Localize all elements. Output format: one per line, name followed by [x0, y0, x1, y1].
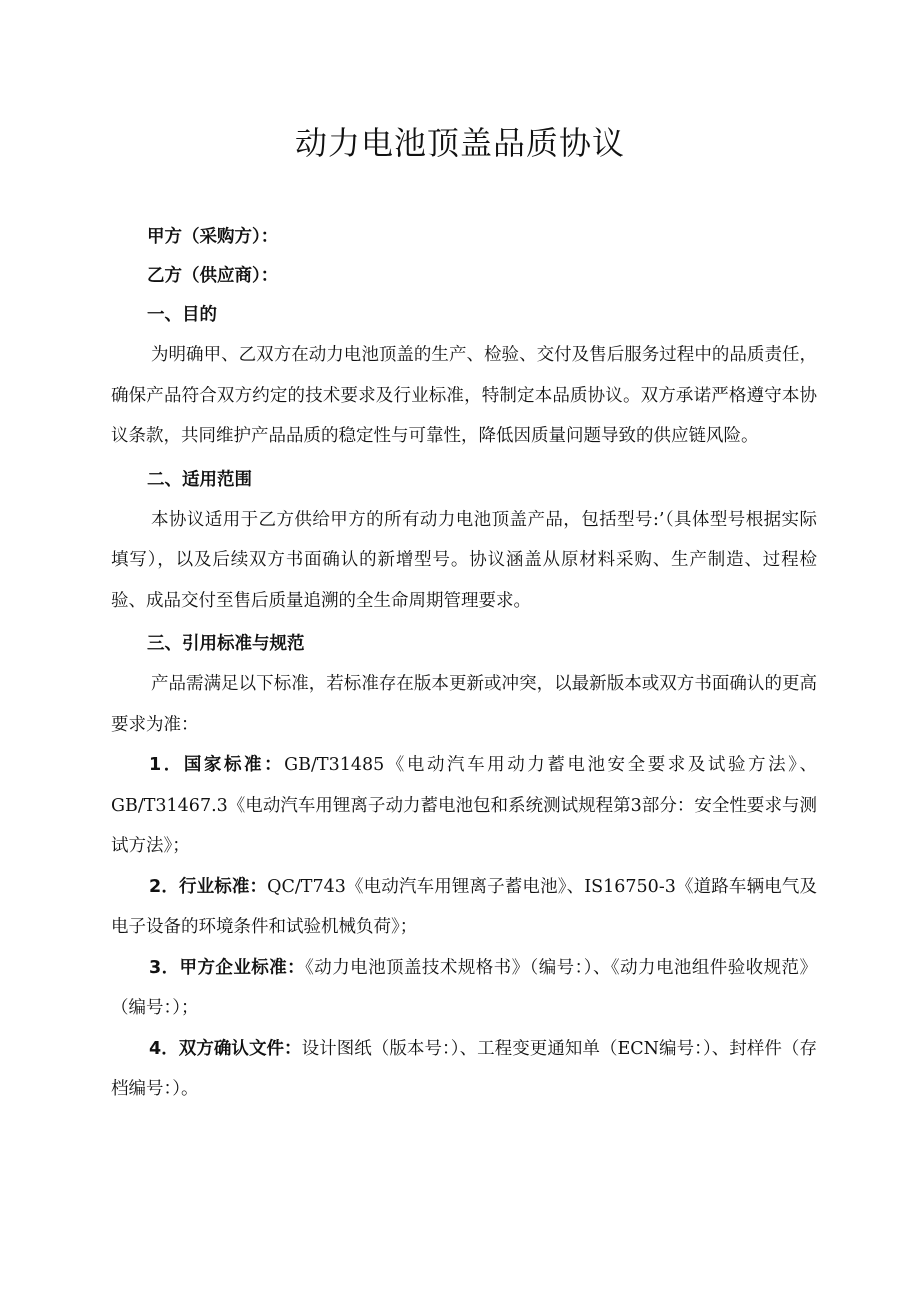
section-heading: 二、适用范围	[147, 469, 252, 490]
standard-item-label: 1．国家标准：	[149, 755, 285, 775]
standard-item-national	[111, 745, 817, 867]
party-a-field: 甲方（采购方）：	[147, 227, 279, 247]
standard-item-text: QC/T743《电动汽车用锂离子蓄电池》、IS16750-3《道路车辆电气及电子设备的环境条件和试验机械负荷》；	[111, 876, 817, 937]
section-heading: 一、目的	[147, 305, 217, 325]
section-paragraph: 本协议适用于乙方供给甲方的所有动力电池顶盖产品，包括型号:’（具体型号根据实际填写），以及后续双方书面确认的新增型号。协议涵盖从原材料采购、生产制造、过程检验、成品交付至售后质量追溯的全生命周期管理要求。	[111, 509, 817, 611]
standard-item-label: 4．双方确认文件：	[149, 1038, 302, 1059]
party-b-field: 乙方（供应商）：	[147, 266, 279, 286]
section-purpose	[111, 296, 817, 457]
standard-item-enterprise	[111, 948, 817, 1029]
standard-item-industry	[111, 867, 817, 948]
section-paragraph: 为明确甲、乙双方在动力电池顶盖的生产、检验、交付及售后服务过程中的品质责任，确保产品符合双方约定的技术要求及行业标准，特制定本品质协议。双方承诺严格遵守本协议条款，共同维护产品品质的稳定性与可靠性，降低因质量问题导致的供应链风险。	[111, 345, 817, 446]
section-scope	[111, 461, 817, 622]
section-standards	[111, 625, 817, 1110]
standard-item-text: 《动力电池顶盖技术规格书》（编号：）、《动力电池组件验收规范》（编号：）；	[111, 957, 817, 1018]
document-title: 动力电池顶盖品质协议	[294, 124, 625, 162]
section-paragraph: 产品需满足以下标准，若标准存在版本更新或冲突，以最新版本或双方书面确认的更高要求为准：	[111, 674, 817, 735]
standard-item-text: 设计图纸（版本号：）、工程变更通知单（ECN编号：）、封样件（存档编号：）。	[111, 1038, 817, 1099]
document-body	[111, 218, 817, 1110]
standard-item-confirmed-docs	[111, 1029, 817, 1110]
standard-item-label: 3．甲方企业标准：	[149, 957, 306, 978]
section-heading: 三、引用标准与规范	[147, 634, 305, 654]
standard-item-label: 2．行业标准：	[149, 876, 268, 897]
standard-item-text: GB/T31485《电动汽车用动力蓄电池安全要求及试验方法》、GB/T31467.3《电动汽车用锂离子动力蓄电池包和系统测试规程第3部分：安全性要求与测试方法》；	[111, 755, 817, 856]
